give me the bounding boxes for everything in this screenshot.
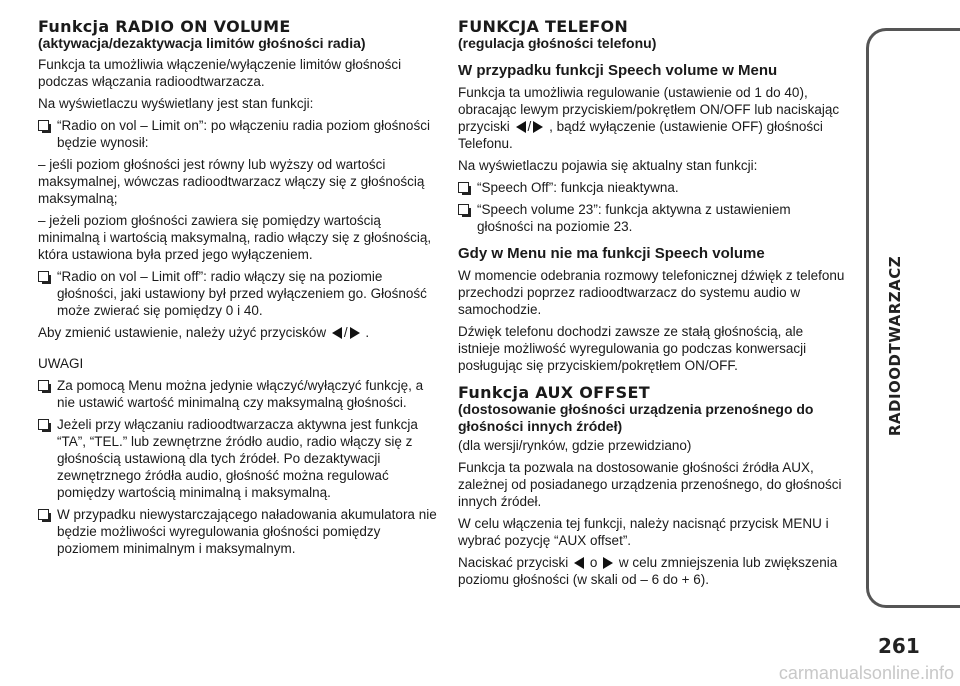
limit-on-text: “Radio on vol – Limit on”: po włączeniu radia poziom głośności będzie wynosił: xyxy=(57,118,430,150)
checkbox-bullet-icon xyxy=(38,419,49,430)
aux-offset-subtitle: (dostosowanie głośności urządzenia przenośnego do głośności innych źródeł) xyxy=(458,401,814,434)
speech-volume-paragraph xyxy=(458,84,848,152)
change-setting-paragraph xyxy=(38,324,438,341)
phone-function-subtitle: (regulacja głośności telefonu) xyxy=(458,35,657,51)
checkbox-bullet-icon xyxy=(458,204,469,215)
checkbox-bullet-icon xyxy=(38,271,49,282)
max-volume-paragraph: – jeśli poziom głośności jest równy lub wyższy od wartości maksymalnej, wówczas radioodtwarzacz włączy się z głośnością maksymalną; xyxy=(38,157,425,206)
left-arrow-icon xyxy=(332,327,342,339)
checkbox-bullet-icon xyxy=(458,182,469,193)
note-item-3 xyxy=(38,506,438,557)
notes-heading: UWAGI xyxy=(38,356,84,371)
speech-volume-heading: W przypadku funkcji Speech volume w Menu xyxy=(458,62,778,79)
note-text-3: W przypadku niewystarczającego naładowania akumulatora nie będzie możliwości wyregulowania głośności pomiędzy poziomem minimalnym i maksymalnym. xyxy=(57,507,437,556)
speech-off-text: “Speech Off”: funkcja nieaktywna. xyxy=(477,180,679,195)
radio-on-volume-subtitle: (aktywacja/dezaktywacja limitów głośności radia) xyxy=(38,35,366,51)
speech-volume-23-item xyxy=(458,201,848,235)
checkbox-bullet-icon xyxy=(38,380,49,391)
no-speech-volume-heading: Gdy w Menu nie ma funkcji Speech volume xyxy=(458,245,765,262)
speech-volume-text: Funkcja ta umożliwia regulowanie (ustawienie od 1 do 40), obracając lewym przyciskiem/pokrętłem ON/OFF lub naciskając przyciski xyxy=(458,85,840,134)
note-item-1 xyxy=(38,377,438,411)
page-number: 261 xyxy=(878,634,920,658)
limit-off-item xyxy=(38,268,438,319)
aux-offset-title: Funkcja AUX OFFSET xyxy=(458,383,650,402)
or-text: o xyxy=(589,555,598,570)
watermark: carmanualsonline.info xyxy=(778,663,954,683)
slash-text: / xyxy=(343,325,348,340)
display-state-paragraph: Na wyświetlaczu wyświetlany jest stan funkcji: xyxy=(38,96,314,111)
speech-volume-23-text: “Speech volume 23”: funkcja aktywna z ustawieniem głośności na poziomie 23. xyxy=(477,202,791,234)
versions-note: (dla wersji/rynków, gdzie przewidziano) xyxy=(458,438,692,453)
radio-on-volume-title: Funkcja RADIO ON VOLUME xyxy=(38,17,291,36)
change-setting-text: Aby zmienić ustawienie, należy użyć przycisków xyxy=(38,325,327,340)
right-arrow-icon xyxy=(533,121,543,133)
note-item-2 xyxy=(38,416,438,501)
note-text-2: Jeżeli przy włączaniu radioodtwarzacza aktywna jest funkcja “TA”, “TEL.” lub zewnętrzne źródło audio, radio włączy się z głośnością ustawioną dla tych źródeł. Po dezaktywacji zewnętrznego źródła audio, głośność można regulować pomiędzy wartością minimalną i maksymalną. xyxy=(57,417,418,500)
aux-adjust-text-end: w celu zmniejszenia lub zwiększenia poziomu głośności (w skali od – 6 do + 6). xyxy=(458,555,838,587)
note-text-1: Za pomocą Menu można jedynie włączyć/wyłączyć funkcję, a nie ustawić wartość minimalną czy maksymalną głośności. xyxy=(57,378,424,410)
phone-function-title: FUNKCJA TELEFON xyxy=(458,17,629,36)
period-text: . xyxy=(365,325,370,340)
call-received-paragraph: W momencie odebrania rozmowy telefonicznej dźwięk z telefonu przechodzi poprzez radioodtwarzacz do systemu audio w samochodzie. xyxy=(458,268,845,317)
section-side-label xyxy=(880,196,910,496)
speech-off-item xyxy=(458,179,848,196)
checkbox-bullet-icon xyxy=(38,120,49,131)
intro-paragraph: Funkcja ta umożliwia włączenie/wyłączenie limitów głośności podczas włączania radioodtwarzacza. xyxy=(38,57,402,89)
aux-adjust-paragraph xyxy=(458,554,848,588)
constant-volume-paragraph: Dźwięk telefonu dochodzi zawsze ze stałą głośnością, ale istnieje możliwość wyregulowania go podczas konwersacji posługując się przyciskiem/pokrętłem ON/OFF. xyxy=(458,324,807,373)
left-column xyxy=(38,18,438,562)
speech-volume-text-end: , bądź wyłączenie (ustawienie OFF) głośności Telefonu. xyxy=(458,119,823,151)
limit-off-text: “Radio on vol – Limit off”: radio włączy się na poziomie głośności, jaki ustawiony był przed wyłączeniem go. Głośność może zwierać się pomiędzy 0 i 40. xyxy=(57,269,427,318)
aux-function-paragraph: Funkcja ta pozwala na dostosowanie głośności źródła AUX, zależnej od posiadanego urządzenia przenośnego, do głośności innych źródeł. xyxy=(458,460,842,509)
aux-enable-paragraph: W celu włączenia tej funkcji, należy nacisnąć przycisk MENU i wybrać pozycję “AUX offset”. xyxy=(458,516,829,548)
checkbox-bullet-icon xyxy=(38,509,49,520)
left-arrow-icon xyxy=(574,557,584,569)
current-state-paragraph: Na wyświetlaczu pojawia się aktualny stan funkcji: xyxy=(458,158,758,173)
section-side-label-text: RADIOODTWARZACZ xyxy=(886,255,904,437)
left-arrow-icon xyxy=(516,121,526,133)
right-arrow-icon xyxy=(350,327,360,339)
between-volume-paragraph: – jeżeli poziom głośności zawiera się pomiędzy wartością minimalną i wartością maksymalną, radio włączy się z głośnością, która ustawiona była przed jego wyłączeniem. xyxy=(38,213,432,262)
aux-adjust-text: Naciskać przyciski xyxy=(458,555,569,570)
limit-on-item xyxy=(38,117,438,151)
right-arrow-icon xyxy=(603,557,613,569)
right-column xyxy=(458,18,848,593)
slash-text: / xyxy=(527,119,532,134)
